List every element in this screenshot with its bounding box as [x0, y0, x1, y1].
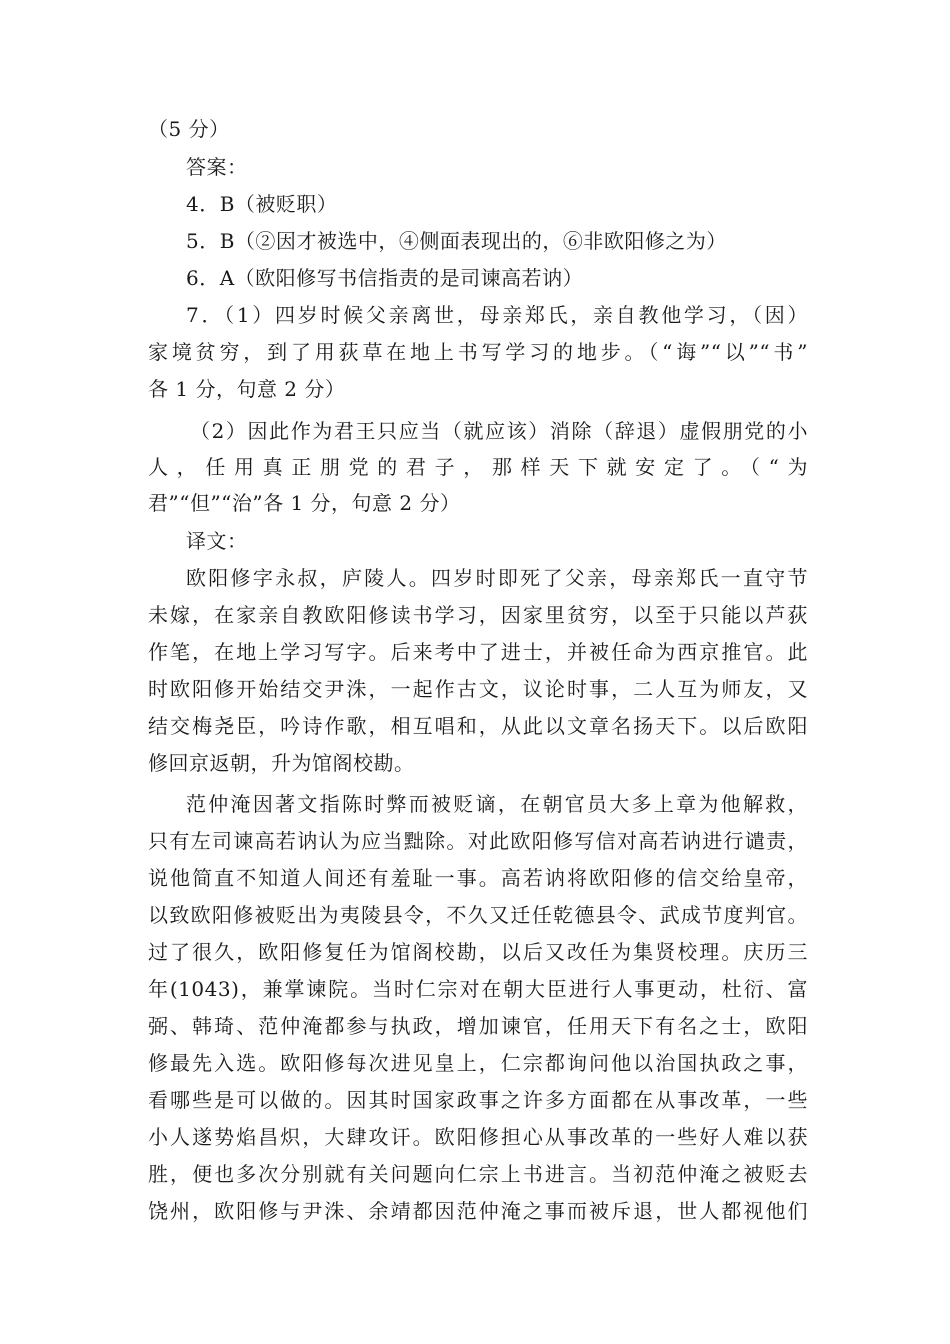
- answer-heading: 答案：: [186, 155, 248, 179]
- answer-6: 6．A（欧阳修写书信指责的是司谏高若讷）: [186, 266, 584, 290]
- translation-p2-line-10: 小人遂势焰昌炽，大肆攻讦。欧阳修担心从事改革的一些好人难以获: [148, 1125, 808, 1149]
- answer-4: 4．B（被贬职）: [186, 192, 338, 216]
- translation-p1-line-4: 时欧阳修开始结交尹洙，一起作古文，议论时事，二人互为师友，又: [148, 677, 808, 701]
- score-note: （5 分）: [148, 117, 230, 141]
- translation-p2-line-4: 以致欧阳修被贬出为夷陵县令，不久又迁任乾德县令、武成节度判官。: [148, 903, 808, 927]
- translation-heading: 译文：: [186, 529, 248, 553]
- translation-p2-line-3: 说他简直不知道人间还有羞耻一事。高若讷将欧阳修的信交给皇帝，: [148, 866, 808, 890]
- answer-7-line-3: 各 1 分，句意 2 分）: [148, 377, 346, 401]
- answer-7-2-line-2: 人，任用真正朋党的君子，那样天下就安定了。（“为: [148, 455, 808, 479]
- answer-5: 5．B（②因才被选中，④侧面表现出的，⑥非欧阳修之为）: [186, 229, 727, 253]
- answer-7-2-line-3: 君”“但”“治”各 1 分，句意 2 分）: [148, 491, 461, 515]
- answer-7-2-line-1: （2）因此作为君王只应当（就应该）消除（辞退）虚假朋党的小: [190, 419, 808, 443]
- translation-p1-line-5: 结交梅尧臣，吟诗作歌，相互唱和，从此以文章名扬天下。以后欧阳: [148, 714, 808, 738]
- translation-p1-line-2: 未嫁，在家亲自教欧阳修读书学习，因家里贫穷，以至于只能以芦荻: [148, 603, 808, 627]
- translation-p1-line-3: 作笔，在地上学习写字。后来考中了进士，并被任命为西京推官。此: [148, 640, 808, 664]
- translation-p2-line-11: 胜，便也多次分别就有关问题向仁宗上书进言。当初范仲淹之被贬去: [148, 1162, 808, 1186]
- translation-p1-line-1: 欧阳修字永叔，庐陵人。四岁时即死了父亲，母亲郑氏一直守节: [186, 566, 808, 590]
- translation-p1-line-6: 修回京返朝，升为馆阁校勘。: [148, 751, 415, 775]
- translation-p2-line-7: 弼、韩琦、范仲淹都参与执政，增加谏官，任用天下有名之士，欧阳: [148, 1014, 808, 1038]
- translation-p2-line-12: 饶州，欧阳修与尹洙、余靖都因范仲淹之事而被斥退，世人都视他们: [148, 1199, 808, 1223]
- answer-7-line-2: 家境贫穷，到了用荻草在地上书写学习的地步。（“诲”“以”“书”: [148, 340, 808, 364]
- translation-p2-line-1: 范仲淹因著文指陈时弊而被贬谪，在朝官员大多上章为他解救，: [186, 792, 808, 816]
- translation-p2-line-5: 过了很久，欧阳修复任为馆阁校勘，以后又改任为集贤校理。庆历三: [148, 940, 808, 964]
- translation-p2-line-2: 只有左司谏高若讷认为应当黜除。对此欧阳修写信对高若讷进行谴责，: [148, 829, 808, 853]
- translation-p2-line-9: 看哪些是可以做的。因其时国家政事之许多方面都在从事改革，一些: [148, 1088, 808, 1112]
- translation-p2-line-6: 年(1043)，兼掌谏院。当时仁宗对在朝大臣进行人事更动，杜衍、富: [148, 977, 808, 1001]
- translation-p2-line-8: 修最先入选。欧阳修每次进见皇上，仁宗都询问他以治国执政之事，: [148, 1051, 808, 1075]
- answer-7-line-1: 7．（1）四岁时候父亲离世，母亲郑氏，亲自教他学习，（因）: [186, 303, 808, 327]
